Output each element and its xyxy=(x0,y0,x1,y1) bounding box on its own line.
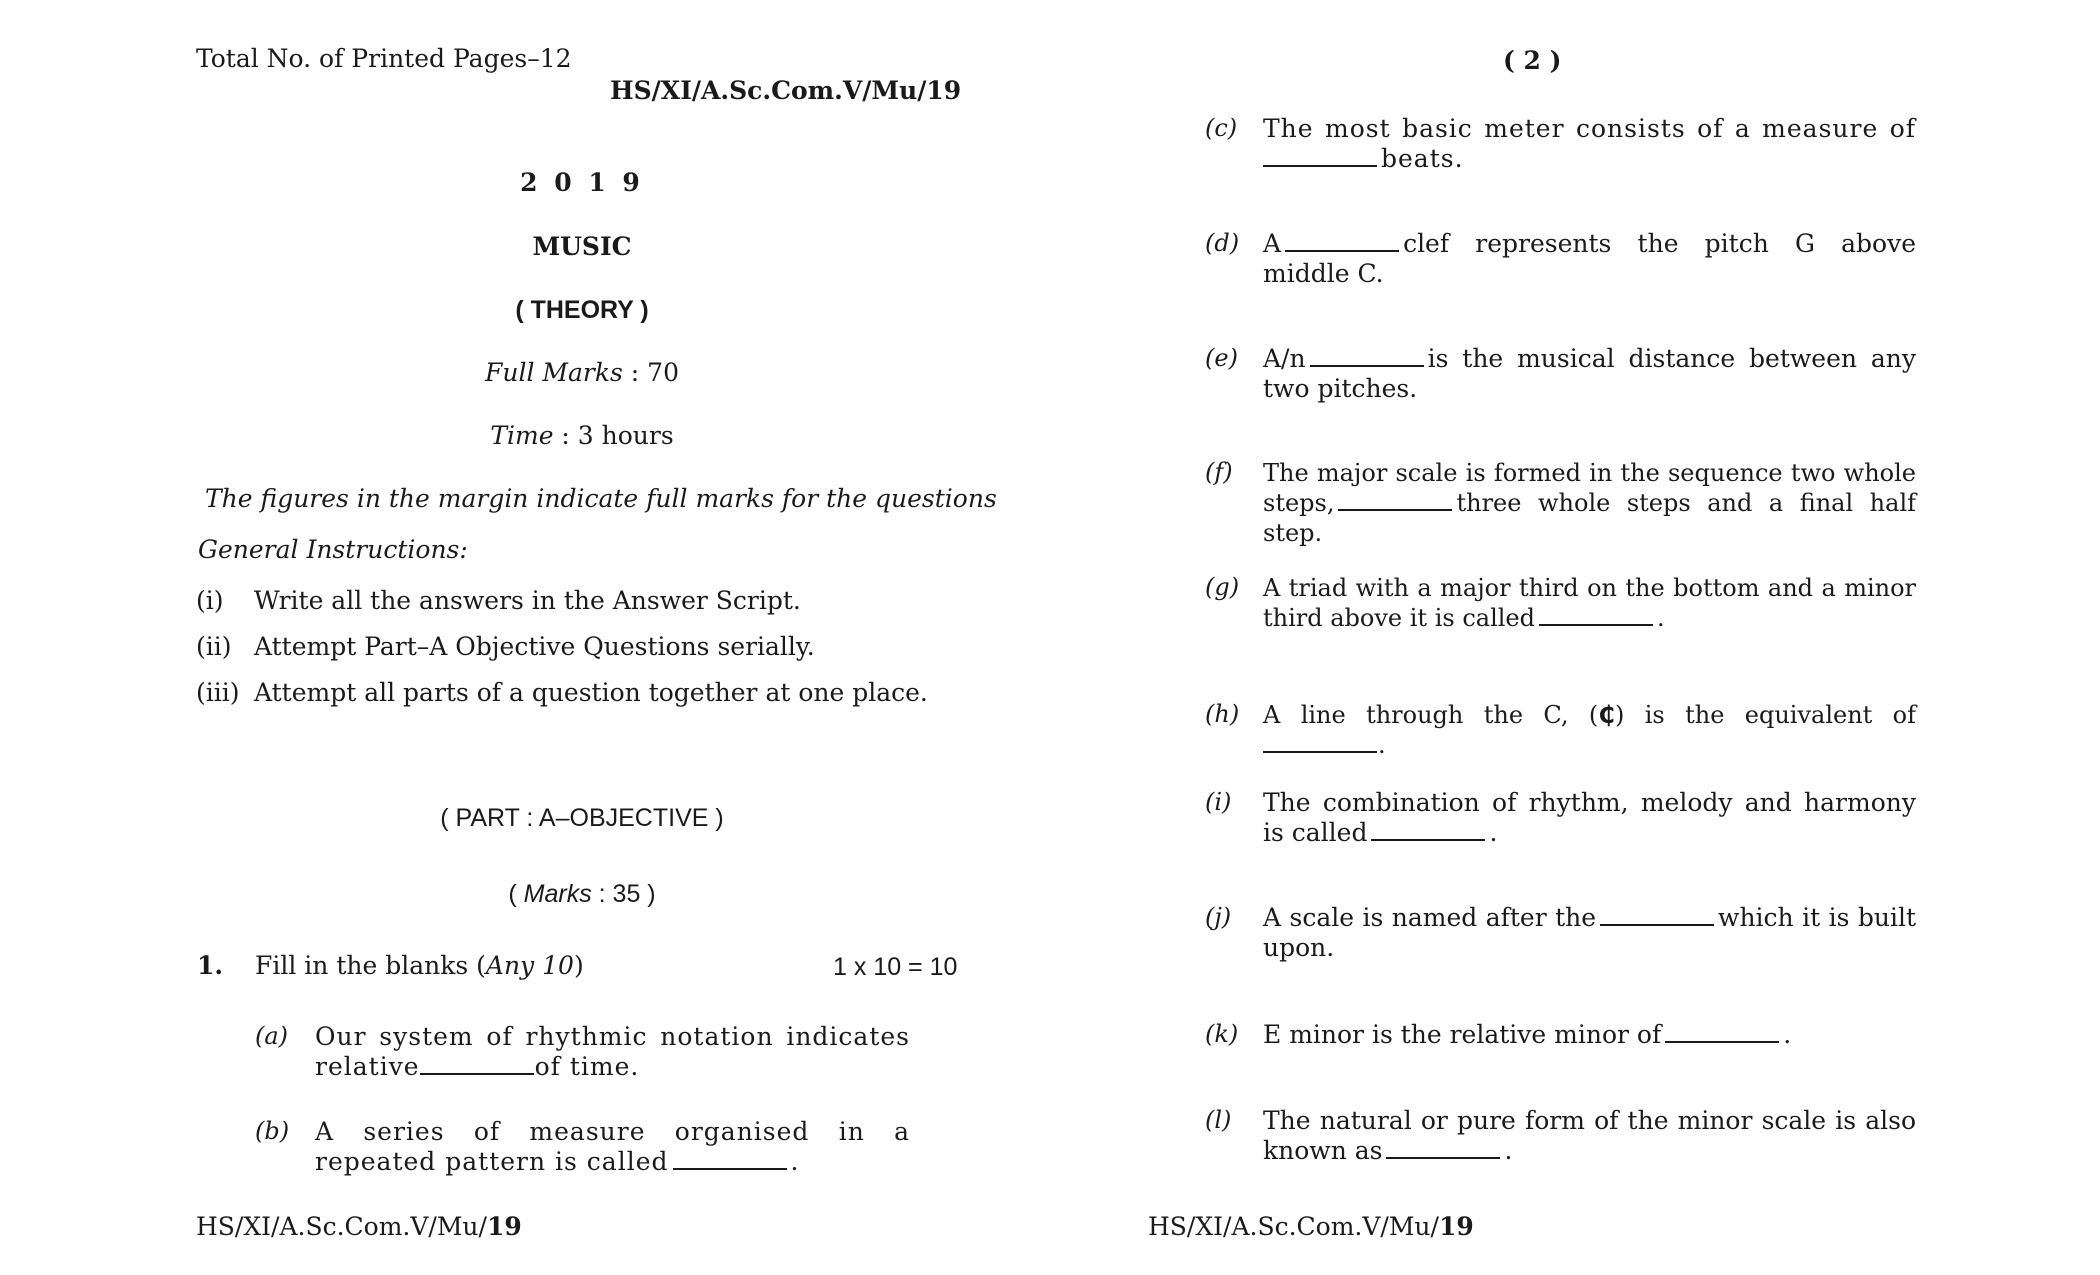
answer-blank xyxy=(1338,490,1452,511)
full-marks-label: Full Marks xyxy=(485,358,623,387)
question-number: 1. xyxy=(197,951,224,980)
answer-blank xyxy=(1263,146,1377,167)
page-number: ( 2 ) xyxy=(1503,46,1562,75)
margin-note: The figures in the margin indicate full marks for the questions xyxy=(205,484,997,513)
answer-blank xyxy=(1539,605,1653,626)
blank-item-j: (j) A scale is named after the which it is built upon. xyxy=(1205,903,1916,962)
blank-item-d: (d) A clef represents the pitch G above middle C. xyxy=(1205,229,1916,288)
cut-time-symbol: ₵ xyxy=(1598,701,1615,729)
answer-blank xyxy=(673,1149,787,1170)
paper-type: ( THEORY ) xyxy=(515,296,649,324)
blank-item-l: (l) The natural or pure form of the minor scale is also known as . xyxy=(1205,1106,1916,1165)
full-marks-value: : 70 xyxy=(622,358,679,387)
subject-title: MUSIC xyxy=(532,232,632,261)
answer-blank xyxy=(1600,905,1714,926)
full-marks xyxy=(382,358,782,387)
answer-blank xyxy=(1371,820,1485,841)
answer-blank xyxy=(1263,732,1377,753)
answer-blank xyxy=(1386,1138,1500,1159)
paper-code: HS/XI/A.Sc.Com.V/Mu/19 xyxy=(610,76,962,105)
answer-blank xyxy=(1285,231,1399,252)
part-marks: ( Marks : 35 ) xyxy=(508,880,656,908)
blank-item-i: (i) The combination of rhythm, melody and harmony is called . xyxy=(1205,788,1916,847)
exam-year: 2 0 1 9 xyxy=(520,168,644,197)
blank-item-c: (c) The most basic meter consists of a measure of beats. xyxy=(1205,114,1916,173)
answer-blank xyxy=(1310,346,1424,367)
general-instructions-heading: General Instructions: xyxy=(198,535,468,564)
printed-pages-note: Total No. of Printed Pages–12 xyxy=(196,44,572,73)
blank-item-a: (a) Our system of rhythmic notation indicates relative of time. xyxy=(255,1022,910,1081)
right-footer: HS/XI/A.Sc.Com.V/Mu/19 xyxy=(1148,1212,1474,1241)
blank-item-f: (f) The major scale is formed in the sequence two whole steps, three whole steps and a final half step. xyxy=(1205,458,1916,547)
question-text: Fill in the blanks (Any 10) xyxy=(255,951,584,980)
blank-item-b: (b) A series of measure organised in a repeated pattern is called . xyxy=(255,1117,910,1176)
time-value: : 3 hours xyxy=(553,421,674,450)
blank-item-h: (h) A line through the C, (₵) is the equivalent of. xyxy=(1205,700,1917,759)
time-label: Time xyxy=(490,421,554,450)
blank-item-g: (g) A triad with a major third on the bottom and a minor third above it is called . xyxy=(1205,573,1916,632)
left-footer: HS/XI/A.Sc.Com.V/Mu/19 xyxy=(196,1212,522,1241)
blank-item-e: (e) A/n is the musical distance between any two pitches. xyxy=(1205,344,1916,403)
answer-blank xyxy=(420,1054,534,1075)
answer-blank xyxy=(1665,1022,1779,1043)
exam-time xyxy=(382,421,782,450)
blank-item-k: (k) E minor is the relative minor of . xyxy=(1205,1020,1792,1049)
question-marks: 1 x 10 = 10 xyxy=(833,953,958,981)
part-heading: ( PART : A–OBJECTIVE ) xyxy=(440,804,724,832)
